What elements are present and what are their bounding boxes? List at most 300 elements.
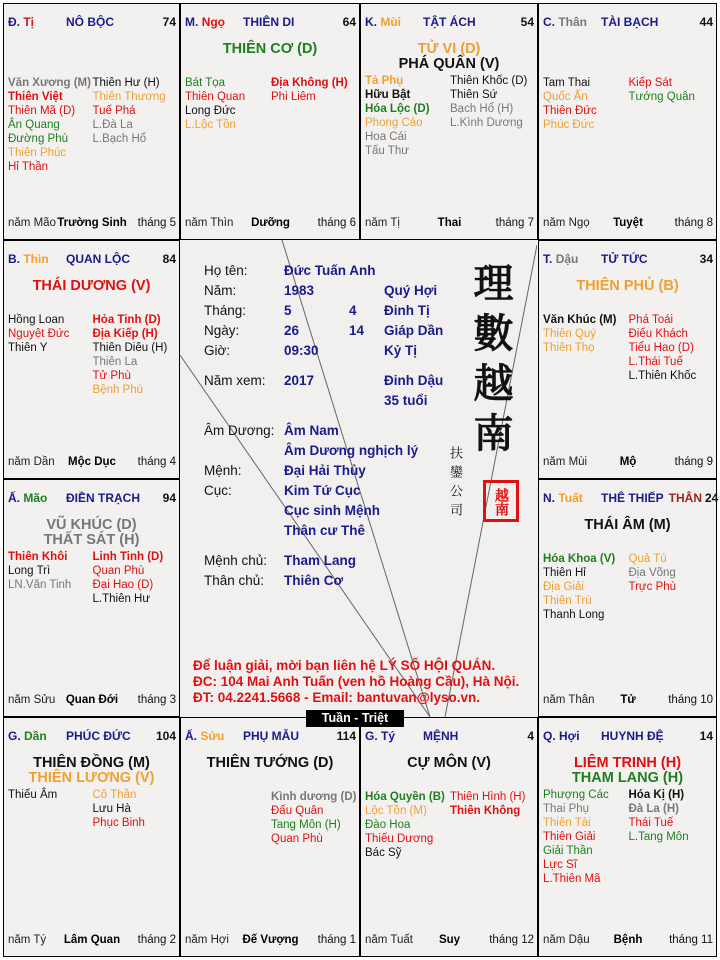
main-star: THÁI ÂM (M): [584, 517, 671, 533]
stem-label: K.: [365, 15, 377, 29]
palace-name: ĐIỀN TRẠCH: [66, 491, 140, 505]
palace-month: tháng 8: [674, 217, 713, 229]
minor-star: Thiên Đức: [543, 105, 597, 117]
palace-name: THIÊN DI: [243, 15, 295, 29]
minor-star: L.Đà La: [92, 119, 133, 131]
palace-name: PHÚC ĐỨC: [66, 729, 131, 743]
minor-star: Địa Giải: [543, 581, 584, 593]
minor-star: Lộc Tồn (M): [365, 805, 427, 817]
minor-star: Thiên Hư (H): [92, 77, 160, 89]
value-cuc: Kim Tứ Cục: [284, 483, 361, 498]
minor-star: Đà La (H): [628, 803, 679, 815]
minor-star: Tam Thai: [543, 77, 591, 89]
value-day-canchi: Giáp Dần: [384, 323, 444, 338]
branch-label: Thìn: [23, 252, 49, 266]
minor-star: Thiếu Dương: [365, 833, 434, 845]
minor-star: Hóa Khoa (V): [543, 553, 616, 565]
minor-star: Tiểu Hao (D): [628, 342, 694, 354]
palace-state: Mộ: [619, 456, 637, 468]
minor-star: Đại Hao (D): [92, 579, 154, 591]
palace-header: [8, 491, 176, 505]
main-star: THẤT SÁT (H): [43, 532, 140, 548]
palace-age: 64: [342, 15, 356, 29]
value-am-duong: Âm Nam: [284, 423, 339, 438]
main-stars: [4, 756, 179, 786]
palace-state: Lâm Quan: [63, 934, 121, 946]
minor-star: Trực Phù: [628, 581, 677, 593]
minor-stars: [185, 76, 357, 132]
minor-star: Thiên Thương: [92, 91, 166, 103]
minor-star-column-left: [543, 313, 629, 383]
stem-label: Q.: [543, 729, 556, 743]
minor-star: Địa Võng: [628, 567, 676, 579]
value-day: 26: [284, 323, 300, 338]
palace-footer: [543, 694, 713, 708]
palace-state: Tử: [620, 694, 636, 706]
branch-label: Thân: [558, 15, 588, 29]
value-year: 1983: [284, 283, 315, 298]
main-stars: [539, 518, 716, 533]
minor-star: Hóa Lộc (D): [365, 103, 430, 115]
minor-star: Tuế Phá: [92, 105, 136, 117]
minor-star: Điếu Khách: [628, 328, 688, 340]
minor-stars: [365, 74, 535, 158]
minor-star: Thái Tuế: [628, 817, 674, 829]
minor-star: L.Lộc Tồn: [185, 119, 236, 131]
minor-star: Long Đức: [185, 105, 236, 117]
minor-star: Tang Môn (H): [271, 819, 341, 831]
minor-star-column-left: [543, 76, 629, 132]
palace-year: năm Mùi: [543, 456, 588, 468]
minor-star: Giải Thần: [543, 845, 593, 857]
minor-stars: [8, 550, 177, 606]
minor-star: L.Bạch Hổ: [92, 133, 147, 145]
minor-star: Thiên Hình (H): [450, 791, 526, 803]
minor-star: Quan Phù: [92, 565, 145, 577]
minor-star-column-right: [271, 76, 357, 132]
minor-star: Bát Tọa: [185, 77, 226, 89]
palace-stem: [543, 729, 597, 743]
palace-mui[interactable]: [360, 3, 538, 240]
minor-star: Thiên Diêu (H): [92, 342, 168, 354]
minor-star: Hữu Bật: [365, 89, 411, 101]
minor-star: Văn Khúc (M): [543, 314, 617, 326]
minor-star: Địa Kiếp (H): [92, 328, 158, 340]
palace-footer: [365, 217, 534, 231]
red-seal: 越南: [483, 480, 519, 522]
palace-age: 114: [336, 729, 356, 743]
value-than-chu: Thiên Cơ: [284, 573, 344, 588]
minor-star: Bệnh Phù: [92, 384, 144, 396]
palace-state: Quan Đới: [65, 694, 119, 706]
palace-month: tháng 9: [674, 456, 713, 468]
palace-age: 24: [705, 491, 719, 505]
minor-star: Lực Sĩ: [543, 859, 577, 871]
palace-state: Đế Vượng: [242, 934, 299, 946]
minor-star: Phượng Các: [543, 789, 609, 801]
minor-star: Hóa Kị (H): [628, 789, 685, 801]
minor-star-column-right: [93, 788, 178, 830]
label-year: Năm:: [204, 283, 237, 298]
palace-ti[interactable]: [3, 3, 180, 240]
palace-dan[interactable]: [3, 717, 180, 957]
palace-suu[interactable]: [180, 717, 360, 957]
palace-month: tháng 2: [137, 934, 176, 946]
value-cuc-note2: Thân cư Thê: [284, 523, 366, 538]
minor-star-column-left: [185, 790, 271, 846]
minor-star: Hóa Quyền (B): [365, 791, 445, 803]
minor-star-column-right: [450, 790, 535, 860]
stem-label: C.: [543, 15, 555, 29]
minor-stars: [543, 313, 714, 383]
minor-star: Văn Xương (M): [8, 77, 91, 89]
palace-than[interactable]: [538, 3, 717, 240]
palace-stem: [8, 729, 62, 743]
label-menh: Mệnh:: [204, 463, 242, 478]
minor-star: Thai Phụ: [543, 803, 590, 815]
minor-star: Hồng Loan: [8, 314, 65, 326]
minor-star-column-left: [543, 788, 629, 886]
palace-header: [8, 15, 176, 29]
minor-star: Long Trì: [8, 565, 51, 577]
palace-age: 94: [162, 491, 176, 505]
minor-star-column-right: [450, 74, 535, 158]
branch-label: Dậu: [555, 252, 579, 266]
palace-name: THÊ THIẾP: [601, 491, 664, 505]
palace-header: [543, 729, 713, 743]
palace-header: [543, 15, 713, 29]
palace-stem: [543, 491, 597, 505]
palace-header: [543, 252, 713, 266]
minor-star: Bạch Hổ (H): [450, 103, 514, 115]
contact-phone-email: ĐT: 04.2241.5668 - Email: bantuvan@lyso.vn.: [193, 690, 481, 705]
palace-tuat[interactable]: [538, 479, 717, 717]
palace-month: tháng 11: [669, 934, 713, 946]
stem-label: Ấ.: [185, 729, 197, 743]
minor-star-column-right: [629, 552, 715, 622]
value-hour: 09:30: [284, 343, 319, 358]
minor-star: Linh Tinh (D): [92, 551, 164, 563]
minor-star: Tả Phụ: [365, 75, 404, 87]
minor-stars: [365, 790, 535, 860]
branch-label: Tị: [23, 15, 35, 29]
label-am-duong: Âm Dương:: [204, 423, 275, 438]
palace-age: 14: [699, 729, 713, 743]
minor-star: L.Thiên Hư: [92, 593, 151, 605]
minor-star: L.Thiên Khốc: [628, 370, 697, 382]
minor-star: Cô Thần: [92, 789, 137, 801]
minor-star-column-left: [8, 76, 93, 174]
minor-star: L.Kình Dương: [450, 117, 523, 129]
palace-name: HUYNH ĐỆ: [601, 729, 664, 743]
minor-stars: [8, 313, 177, 397]
minor-star-column-right: [93, 550, 178, 606]
main-star: THIÊN PHỦ (B): [576, 278, 679, 294]
main-stars: [4, 518, 179, 548]
minor-star: Nguyệt Đức: [8, 328, 70, 340]
palace-state: Thai: [437, 217, 462, 229]
palace-dau[interactable]: [538, 240, 717, 479]
palace-stem: [8, 491, 62, 505]
minor-star-column-left: [8, 788, 93, 830]
palace-stem: [185, 15, 239, 29]
palace-age: 4: [527, 729, 534, 743]
minor-star: Phá Toái: [628, 314, 674, 326]
palace-name: TỬ TỨC: [601, 252, 648, 266]
minor-star-column-right: [93, 76, 178, 174]
palace-stem: [543, 252, 597, 266]
label-month: Tháng:: [204, 303, 247, 318]
minor-star: Thiên Giải: [543, 831, 596, 843]
palace-month: tháng 5: [137, 217, 176, 229]
palace-year: năm Thìn: [185, 217, 234, 229]
branch-label: Sửu: [200, 729, 225, 743]
minor-star: Thanh Long: [543, 609, 605, 621]
palace-name: NÔ BỘC: [66, 15, 114, 29]
value-name: Đức Tuấn Anh: [284, 263, 376, 278]
palace-year: năm Tị: [365, 217, 400, 229]
palace-year: năm Sửu: [8, 694, 56, 706]
minor-star: Tướng Quân: [628, 91, 695, 103]
main-star: THIÊN LƯƠNG (V): [28, 770, 155, 786]
palace-age: 34: [699, 252, 713, 266]
palace-footer: [8, 456, 176, 470]
contact-address: ĐC: 104 Mai Anh Tuấn (ven hồ Hoàng Cầu), Hà Nội.: [193, 674, 520, 689]
minor-star: Thiên Không: [450, 805, 521, 817]
palace-footer: [185, 217, 356, 231]
palace-year: năm Mão: [8, 217, 56, 229]
minor-star: Thiên Quan: [185, 91, 246, 103]
value-hour-canchi: Kỷ Tị: [384, 343, 418, 358]
minor-star: Phúc Đức: [543, 119, 595, 131]
main-star: THIÊN TƯỚNG (D): [206, 755, 334, 771]
minor-star: Địa Không (H): [271, 77, 348, 89]
palace-stem: [365, 729, 419, 743]
minor-star: Thiên Sứ: [450, 89, 498, 101]
minor-star: Đường Phù: [8, 133, 68, 145]
palace-age: 104: [155, 729, 176, 743]
palace-name: TẬT ÁCH: [423, 15, 476, 29]
label-view-year: Năm xem:: [204, 373, 266, 388]
palace-month: tháng 4: [137, 456, 176, 468]
label-name: Họ tên:: [204, 263, 248, 278]
minor-star: Tử Phù: [92, 370, 131, 382]
minor-stars: [543, 788, 714, 886]
minor-star: Quốc Ấn: [543, 91, 588, 103]
palace-footer: [8, 217, 176, 231]
palace-thin[interactable]: [3, 240, 180, 479]
palace-state: Dưỡng: [251, 217, 290, 229]
palace-month: tháng 6: [317, 217, 356, 229]
palace-name: PHỤ MẪU: [243, 729, 299, 743]
main-stars: [361, 42, 537, 72]
palace-header: [185, 15, 356, 29]
value-day-lunar: 14: [349, 323, 365, 338]
palace-month: tháng 7: [495, 217, 534, 229]
palace-footer: [365, 934, 534, 948]
minor-star: Thiên Việt: [8, 91, 63, 103]
main-stars: [181, 756, 359, 771]
minor-star: Thiên Trù: [543, 595, 592, 607]
palace-header: [543, 491, 719, 505]
minor-star-column-left: [8, 313, 93, 397]
minor-star: Thiếu Âm: [8, 789, 58, 801]
minor-star-column-left: [365, 790, 450, 860]
minor-star: Phục Binh: [92, 817, 145, 829]
minor-star: Thiên Khốc (D): [450, 75, 528, 87]
label-menh-chu: Mệnh chủ:: [204, 553, 268, 568]
minor-star-column-right: [629, 76, 715, 132]
value-month-canchi: Đinh Tị: [384, 303, 430, 318]
minor-star: Thiên La: [92, 356, 138, 368]
palace-year: năm Tý: [8, 934, 47, 946]
minor-stars: [543, 76, 714, 132]
palace-stem: [543, 15, 597, 29]
main-star: TỬ VI (D): [417, 41, 481, 57]
palace-footer: [543, 934, 713, 948]
stem-label: B.: [8, 252, 20, 266]
palace-mao[interactable]: [3, 479, 180, 717]
minor-star: Thiên Thọ: [543, 342, 595, 354]
palace-ngo[interactable]: [180, 3, 360, 240]
value-month: 5: [284, 303, 292, 318]
palace-footer: [543, 217, 713, 231]
label-day: Ngày:: [204, 323, 240, 338]
calligraphy-logo: 理數越南: [467, 262, 514, 462]
palace-age: 74: [162, 15, 176, 29]
stem-label: Đ.: [8, 15, 20, 29]
value-cuc-note1: Cục sinh Mệnh: [284, 503, 381, 518]
minor-star: Đào Hoa: [365, 819, 411, 831]
minor-stars: [8, 788, 177, 830]
minor-star: Thiên Phúc: [8, 147, 67, 159]
value-age: 35 tuổi: [384, 393, 428, 408]
minor-star: Hoa Cái: [365, 131, 407, 143]
palace-header: [365, 729, 534, 743]
palace-footer: [185, 934, 356, 948]
minor-star-column-left: [365, 74, 450, 158]
minor-star: Kiếp Sát: [628, 77, 672, 89]
minor-star-column-right: [93, 313, 178, 397]
main-star: THIÊN CƠ (D): [222, 41, 318, 57]
minor-star-column-left: [8, 550, 93, 606]
minor-star: Đấu Quân: [271, 805, 324, 817]
palace-stem: [365, 15, 419, 29]
branch-label: Ngọ: [201, 15, 226, 29]
main-star: THÁI DƯƠNG (V): [32, 278, 151, 294]
minor-star-column-right: [629, 788, 715, 886]
minor-star: Thiên Y: [8, 342, 48, 354]
stem-label: M.: [185, 15, 199, 29]
palace-header: [365, 15, 534, 29]
label-cuc: Cục:: [204, 483, 232, 498]
palace-footer: [8, 694, 176, 708]
main-stars: [4, 279, 179, 294]
value-am-duong-note: Âm Dương nghịch lý: [284, 443, 419, 458]
minor-star-column-right: [629, 313, 715, 383]
value-year-canchi: Quý Hợi: [384, 283, 438, 298]
palace-stem: [8, 252, 62, 266]
stem-label: G.: [365, 729, 378, 743]
palace-month: tháng 1: [317, 934, 356, 946]
minor-star: Thiên Khôi: [8, 551, 68, 563]
palace-header: [8, 252, 176, 266]
palace-header: [8, 729, 176, 743]
minor-star-column-left: [185, 76, 271, 132]
minor-star: Phong Cáo: [365, 117, 423, 129]
minor-star: Bác Sỹ: [365, 847, 402, 859]
palace-age: 54: [520, 15, 534, 29]
main-star: THAM LANG (H): [571, 770, 684, 786]
palace-hoi[interactable]: [538, 717, 717, 957]
minor-star: L.Thái Tuế: [628, 356, 683, 368]
palace-stem: [8, 15, 62, 29]
palace-year: năm Tuất: [365, 934, 413, 946]
minor-stars: [8, 76, 177, 174]
palace-ty[interactable]: [360, 717, 538, 957]
stem-label: T.: [543, 252, 553, 266]
minor-star: Ân Quang: [8, 119, 60, 131]
minor-stars: [185, 790, 357, 846]
stem-label: G.: [8, 729, 21, 743]
minor-star: Quan Phù: [271, 833, 323, 845]
minor-star: L.Tang Môn: [628, 831, 689, 843]
minor-star: Lưu Hà: [92, 803, 131, 815]
branch-label: Tuất: [558, 491, 583, 505]
minor-star: Tấu Thư: [365, 145, 409, 157]
value-menh: Đại Hải Thủy: [284, 463, 366, 478]
palace-header: [185, 729, 356, 743]
palace-name: MỆNH: [423, 729, 459, 743]
minor-star: Thiên Quý: [543, 328, 597, 340]
palace-year: năm Ngọ: [543, 217, 590, 229]
value-view-year-canchi: Đinh Dậu: [384, 373, 444, 388]
minor-star: LN.Văn Tinh: [8, 579, 72, 591]
palace-month: tháng 10: [668, 694, 713, 706]
palace-age: 84: [162, 252, 176, 266]
minor-stars: [543, 552, 714, 622]
main-stars: [539, 756, 716, 786]
value-view-year: 2017: [284, 373, 315, 388]
minor-star-column-right: [271, 790, 357, 846]
palace-footer: [8, 934, 176, 948]
palace-name: TÀI BẠCH: [601, 15, 659, 29]
palace-year: năm Dậu: [543, 934, 590, 946]
main-stars: [539, 279, 716, 294]
minor-star: L.Thiên Mã: [543, 873, 601, 885]
branch-label: Mão: [23, 491, 48, 505]
branch-label: Tý: [381, 729, 396, 743]
main-stars: [361, 756, 537, 771]
minor-star: Thiên Mã (D): [8, 105, 76, 117]
than-marker: THÂN: [668, 491, 702, 505]
branch-label: Dần: [24, 729, 47, 743]
minor-star: Kình dương (D): [271, 791, 357, 803]
minor-star: Hỉ Thần: [8, 161, 49, 173]
main-stars: [181, 42, 359, 57]
tuan-triet-label: Tuần - Triệt: [306, 710, 404, 727]
palace-name: QUAN LỘC: [66, 252, 130, 266]
value-menh-chu: Tham Lang: [284, 553, 357, 568]
branch-label: Mùi: [380, 15, 402, 29]
branch-label: Hợi: [559, 729, 580, 743]
value-month-lunar: 4: [349, 303, 357, 318]
minor-star: Phi Liêm: [271, 91, 316, 103]
palace-state: Suy: [438, 934, 461, 946]
palace-footer: [543, 456, 713, 470]
main-star: LIÊM TRINH (H): [573, 755, 682, 771]
main-star: THIÊN ĐỒNG (M): [33, 755, 150, 771]
